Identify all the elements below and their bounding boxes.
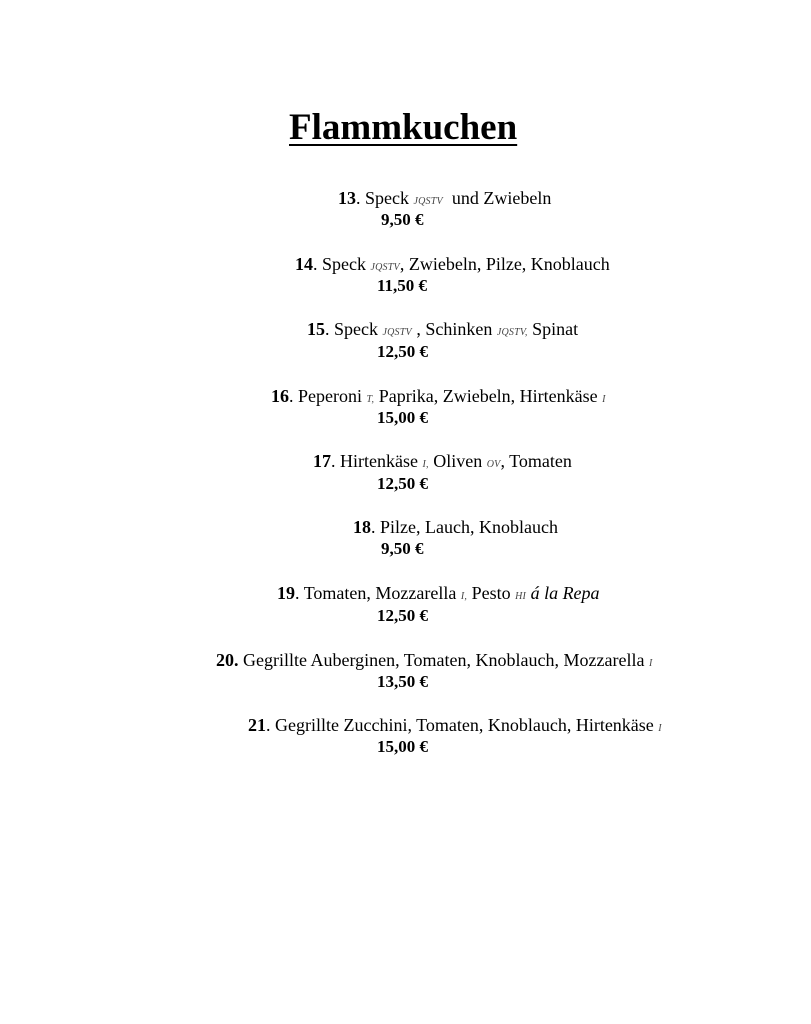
item-number: 19 (277, 583, 295, 603)
item-text: , Tomaten (500, 451, 572, 471)
item-text: , Schinken (411, 319, 497, 339)
item-text: und Zwiebeln (442, 188, 552, 208)
allergen-code: OV (486, 459, 501, 470)
item-number: 15 (307, 319, 325, 339)
item-price: 12,50 € (377, 342, 428, 361)
allergen-code: I (648, 658, 653, 669)
item-price: 9,50 € (381, 539, 424, 558)
item-text: , Zwiebeln, Pilze, Knoblauch (399, 254, 610, 274)
item-price: 13,50 € (377, 672, 428, 691)
item-number: 14 (295, 254, 313, 274)
item-price: 11,50 € (377, 276, 428, 295)
item-text: Hirtenkäse (340, 451, 423, 471)
item-price: 15,00 € (377, 737, 428, 756)
item-text: á la Repa (526, 583, 600, 603)
item-text: Tomaten, Mozzarella (303, 583, 461, 603)
allergen-code: I (658, 723, 662, 734)
item-number: 17 (313, 451, 331, 471)
item-number: 16 (271, 386, 289, 406)
item-number: 20. (216, 650, 239, 670)
allergen-code: JQSTV, (496, 327, 528, 338)
allergen-code: I (602, 394, 606, 405)
item-text: Pilze, Lauch, Knoblauch (380, 517, 558, 537)
menu-item-20 (216, 649, 652, 675)
allergen-code: JQSTV (370, 262, 400, 273)
item-text: Pesto (467, 583, 516, 603)
menu-item-14: 14. Speck JQSTV, Zwiebeln, Pilze, Knoblauch (295, 254, 610, 274)
item-price: 12,50 € (377, 474, 428, 493)
item-text: Gegrillte Zucchini, Tomaten, Knoblauch, Hirtenkäse (275, 715, 659, 735)
item-text: Gegrillte Auberginen, Tomaten, Knoblauch, Mozzarella (243, 650, 649, 670)
item-text: Speck (322, 254, 371, 274)
item-text: Speck (334, 319, 383, 339)
item-text: Peperoni (298, 386, 367, 406)
allergen-code: JQSTV (413, 196, 443, 207)
item-number: 13 (338, 188, 356, 208)
item-text: Speck (365, 188, 414, 208)
menu-item-13: 13. Speck JQSTV und Zwiebeln (338, 188, 552, 208)
menu-item-17: 17. Hirtenkäse I, Oliven OV, Tomaten (313, 451, 572, 471)
item-text: Paprika, Zwiebeln, Hirtenkäse (374, 386, 603, 406)
menu-item-18: 18. Pilze, Lauch, Knoblauch (353, 517, 558, 537)
item-text: Oliven (428, 451, 487, 471)
allergen-code: I, (422, 459, 429, 470)
allergen-code: HI (515, 591, 527, 602)
menu-item-15: 15. Speck JQSTV , Schinken JQSTV, Spinat (307, 319, 579, 339)
menu-item-19: 19. Tomaten, Mozzarella I, Pesto HI á la Repa (277, 583, 600, 603)
item-number: 18 (353, 517, 371, 537)
allergen-code: T, (366, 394, 375, 405)
menu-item-21: 21. Gegrillte Zucchini, Tomaten, Knoblauch, Hirtenkäse I (248, 715, 662, 735)
item-price: 9,50 € (381, 210, 424, 229)
item-text: Spinat (527, 319, 579, 339)
page-title: Flammkuchen (289, 107, 518, 148)
item-price: 15,00 € (377, 408, 428, 427)
allergen-code: JQSTV (382, 327, 412, 338)
menu-item-16: 16. Peperoni T, Paprika, Zwiebeln, Hirtenkäse I (271, 386, 606, 406)
item-price: 12,50 € (377, 606, 428, 625)
item-number: 21 (248, 715, 266, 735)
allergen-code: I, (460, 591, 468, 602)
